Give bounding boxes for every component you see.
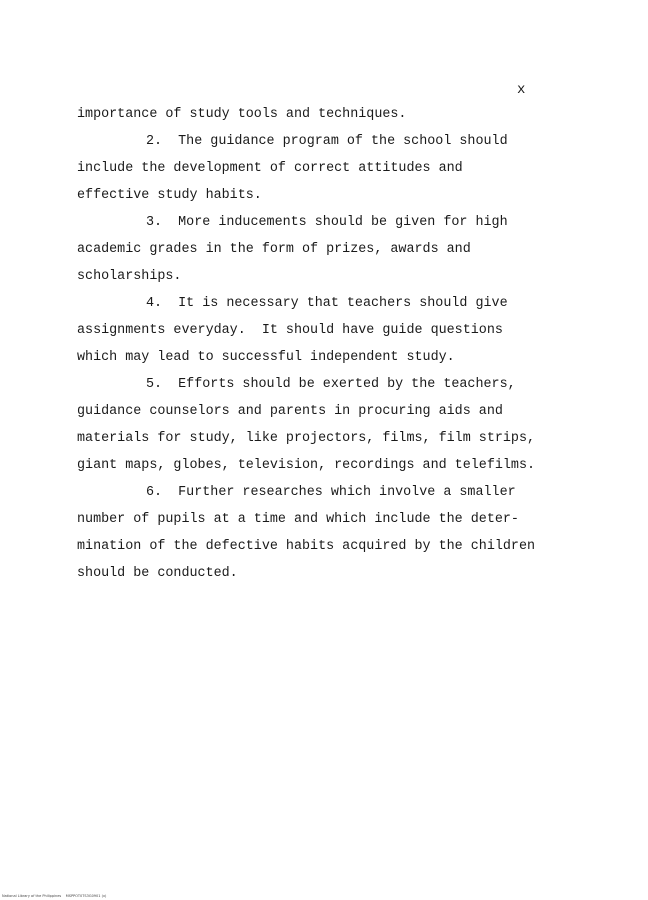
- text-line: materials for study, like projectors, films, film strips,: [77, 431, 536, 446]
- text-line: effective study habits.: [77, 188, 262, 203]
- text-line: guidance counselors and parents in procuring aids and: [77, 404, 503, 419]
- text-line-item-6: 6. Further researches which involve a smaller: [146, 485, 516, 500]
- text-line: should be conducted.: [77, 566, 238, 581]
- text-line: assignments everyday. It should have guide questions: [77, 323, 503, 338]
- text-line: giant maps, globes, television, recordings and telefilms.: [77, 458, 536, 473]
- text-line-item-4: 4. It is necessary that teachers should give: [146, 296, 508, 311]
- text-line: academic grades in the form of prizes, awards and: [77, 242, 471, 257]
- text-line: scholarships.: [77, 269, 182, 284]
- text-line: importance of study tools and techniques.: [77, 107, 407, 122]
- text-line: mination of the defective habits acquired by the children: [77, 539, 536, 554]
- text-line-item-5: 5. Efforts should be exerted by the teachers,: [146, 377, 516, 392]
- text-line-item-2: 2. The guidance program of the school should: [146, 134, 508, 149]
- text-line: number of pupils at a time and which include the deter-: [77, 512, 519, 527]
- text-line-item-3: 3. More inducements should be given for high: [146, 215, 508, 230]
- text-line: which may lead to successful independent study.: [77, 350, 455, 365]
- body-text: [77, 101, 557, 587]
- archive-footer: National Library of the Philippines MSPPOT0TS3G0901 (x): [2, 894, 107, 898]
- page-number: x: [517, 82, 526, 98]
- text-line: include the development of correct attitudes and: [77, 161, 463, 176]
